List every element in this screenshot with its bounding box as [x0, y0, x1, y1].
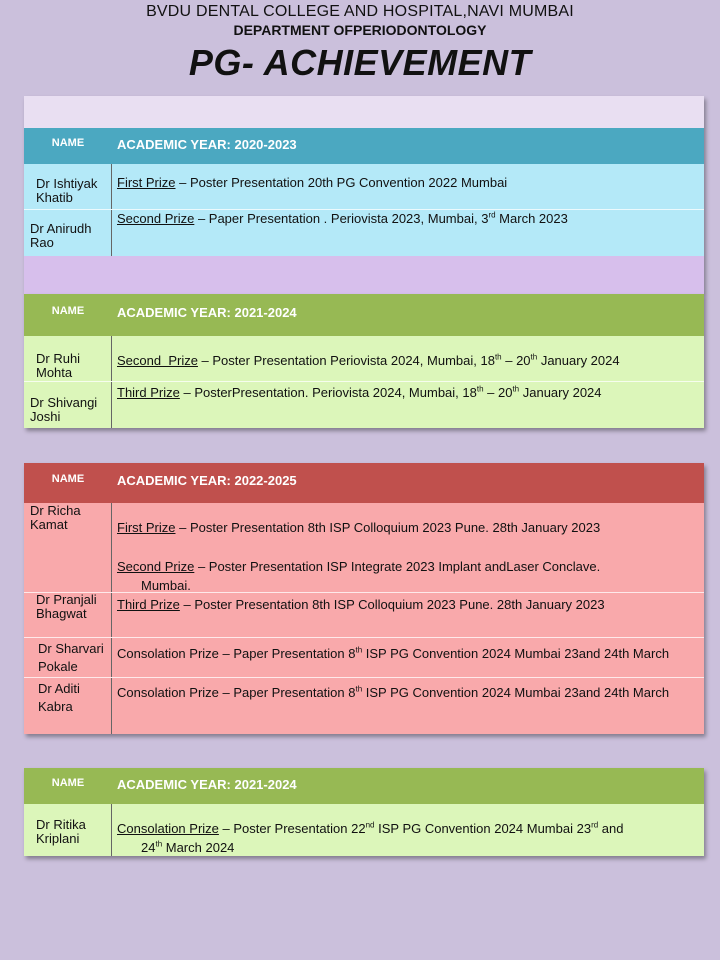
table-header-row: [24, 463, 704, 503]
ordinal-suffix: th: [512, 384, 520, 394]
name-column-header: NAME: [51, 305, 85, 317]
table-bottom-band: [24, 256, 704, 294]
achievement-detail: Mumbai.: [141, 578, 191, 593]
achievement-detail: – Paper Presentation . Periovista 2023, Mumbai, 3: [194, 211, 489, 226]
table-2022-2025: [24, 463, 704, 734]
prize-label: Second Prize: [117, 559, 195, 574]
ordinal-suffix: nd: [365, 820, 375, 830]
achievement-detail: – PosterPresentation. Periovista 2024, Mumbai, 18: [179, 385, 477, 400]
prize-label: First Prize: [117, 520, 176, 535]
name-column-header: NAME: [51, 777, 85, 789]
table-header-row: [24, 294, 704, 336]
department-name: DEPARTMENT OFPERIODONTOLOGY: [233, 22, 487, 38]
achievement-detail: January 2024: [537, 353, 620, 368]
college-name: BVDU DENTAL COLLEGE AND HOSPITAL,NAVI MUMBAI: [146, 3, 574, 20]
achievement-text: [112, 804, 704, 856]
ordinal-suffix: th: [530, 352, 538, 362]
table-row: [24, 804, 704, 856]
achievement-detail: – Poster Presentation Periovista 2024, Mumbai, 18: [197, 353, 495, 368]
achievement-detail: – 20: [501, 353, 531, 368]
student-name: Dr Anirudh Rao: [24, 210, 112, 256]
achievement-text: [112, 678, 704, 734]
ordinal-suffix: rd: [591, 820, 599, 830]
ordinal-suffix: th: [476, 384, 484, 394]
student-name: Dr Richa Kamat: [24, 503, 112, 592]
name-column-header: NAME: [51, 473, 85, 485]
achievement-detail: 24: [141, 840, 156, 855]
achievement-detail: and: [598, 821, 624, 836]
achievement-detail: Consolation Prize – Paper Presentation 8: [117, 646, 356, 661]
achievement-detail: – Poster Presentation ISP Integrate 2023 Implant andLaser Conclave.: [194, 559, 601, 574]
achievement-text: [112, 336, 704, 381]
table-body: [24, 804, 704, 856]
prize-label: Second Prize: [117, 211, 195, 226]
table-row: [24, 210, 704, 256]
student-name: Dr Aditi Kabra: [24, 678, 112, 734]
achievement-text: [112, 164, 704, 209]
achievement-detail: January 2024: [519, 385, 602, 400]
table-header-row: [24, 128, 704, 164]
name-column-header: NAME: [51, 137, 85, 149]
prize-label: Third Prize: [117, 385, 180, 400]
achievement-detail: ISP PG Convention 2024 Mumbai 23and 24th March: [362, 646, 670, 661]
student-name: Dr Ruhi Mohta: [24, 336, 112, 381]
table-body: [24, 336, 704, 428]
table-2021-2024: [24, 294, 704, 428]
prize-label: Consolation Prize: [117, 821, 219, 836]
achievement-text: [112, 210, 704, 256]
table-row: [24, 678, 704, 734]
achievement-text: [112, 503, 704, 592]
academic-year-header: ACADEMIC YEAR: 2020-2023: [117, 137, 297, 152]
achievement-detail: – 20: [483, 385, 513, 400]
table-header-row: [24, 768, 704, 804]
table-body: [24, 164, 704, 256]
table-row: [24, 382, 704, 428]
page-title: PG- ACHIEVEMENT: [188, 42, 532, 83]
ordinal-suffix: th: [494, 352, 502, 362]
achievement-text: [112, 593, 704, 637]
prize-label: First Prize: [117, 175, 176, 190]
table-2020-2023: [24, 96, 704, 294]
table-row: [24, 638, 704, 678]
table-row: [24, 593, 704, 638]
student-name: Dr Ishtiyak Khatib: [24, 164, 112, 209]
academic-year-header: ACADEMIC YEAR: 2021-2024: [117, 777, 297, 792]
achievement-text: [112, 382, 704, 428]
table-body: [24, 503, 704, 734]
ordinal-suffix: th: [155, 839, 163, 849]
achievement-detail: – Poster Presentation 8th ISP Colloquium 2023 Pune. 28th January 2023: [179, 597, 605, 612]
table-2021-2024-second: [24, 768, 704, 856]
student-name: Dr Shivangi Joshi: [24, 382, 112, 428]
ordinal-suffix: rd: [488, 210, 496, 220]
table-row: [24, 336, 704, 382]
student-name: Dr Pranjali Bhagwat: [24, 593, 112, 637]
ordinal-suffix: th: [355, 684, 363, 694]
ordinal-suffix: th: [355, 645, 363, 655]
achievement-detail: March 2024: [162, 840, 235, 855]
prize-label: Second Prize: [117, 353, 198, 368]
academic-year-header: ACADEMIC YEAR: 2022-2025: [117, 473, 297, 488]
achievement-detail: Consolation Prize – Paper Presentation 8: [117, 685, 356, 700]
achievement-text: [112, 638, 704, 677]
achievement-detail: ISP PG Convention 2024 Mumbai 23: [374, 821, 592, 836]
achievement-detail: – Poster Presentation 22: [218, 821, 366, 836]
table-row: [24, 164, 704, 210]
achievement-detail: – Poster Presentation 8th ISP Colloquium 2023 Pune. 28th January 2023: [175, 520, 601, 535]
student-name: Dr Ritika Kriplani: [24, 804, 112, 856]
table-top-band: [24, 96, 704, 128]
student-name: Dr Sharvari Pokale: [24, 638, 112, 677]
prize-label: Third Prize: [117, 597, 180, 612]
table-row: [24, 503, 704, 593]
achievement-detail: March 2023: [495, 211, 568, 226]
achievement-detail: ISP PG Convention 2024 Mumbai 23and 24th March: [362, 685, 670, 700]
academic-year-header: ACADEMIC YEAR: 2021-2024: [117, 305, 297, 320]
achievement-detail: – Poster Presentation 20th PG Convention 2022 Mumbai: [175, 175, 508, 190]
